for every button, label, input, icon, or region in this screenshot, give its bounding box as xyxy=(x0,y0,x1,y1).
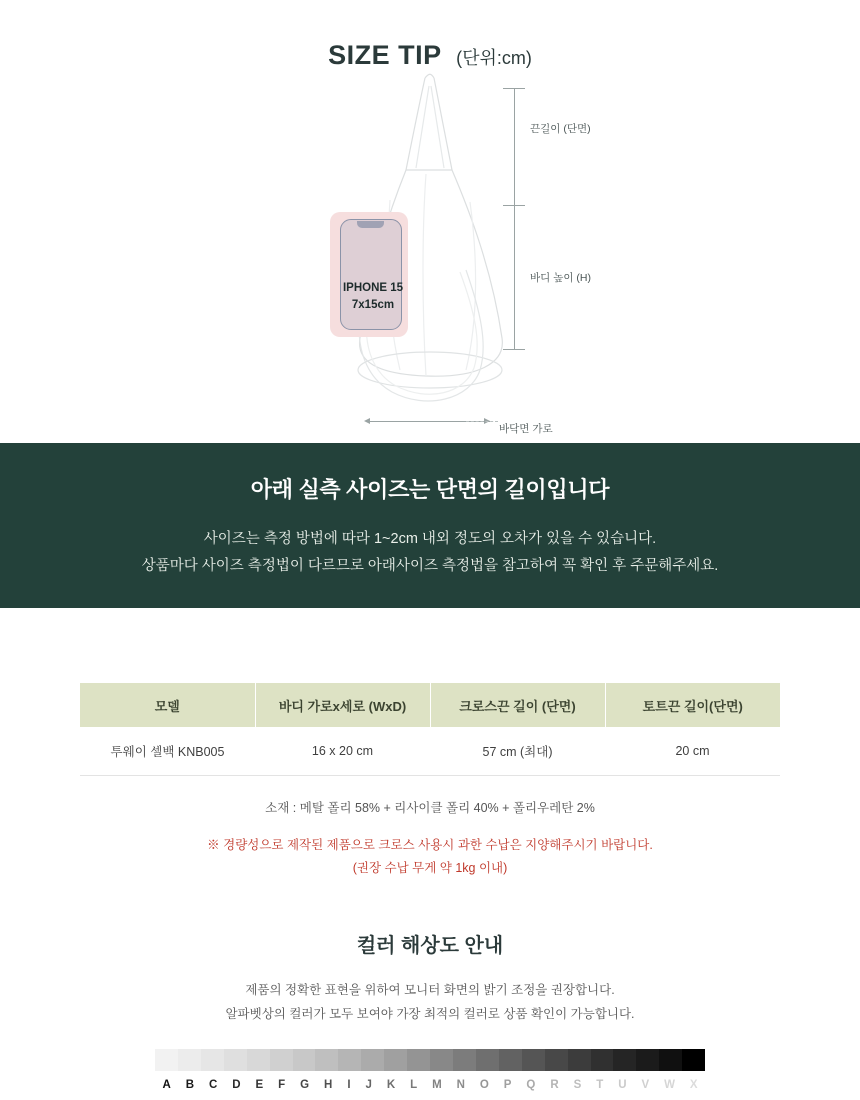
spec-header-cross-strap: 크로스끈 길이 (단면) xyxy=(430,683,605,727)
color-swatch-V xyxy=(636,1049,659,1071)
spec-section xyxy=(0,608,860,881)
color-letter-D: D xyxy=(232,1078,241,1091)
spec-cell-model: 투웨이 셀백 KNB005 xyxy=(80,727,255,775)
material-text: 소재 : 메탈 폴리 58% + 리사이클 폴리 40% + 폴리우레탄 2% xyxy=(265,800,595,815)
color-letter-X: X xyxy=(689,1078,698,1091)
color-letter-I: I xyxy=(347,1078,351,1091)
spec-table-head xyxy=(80,683,780,727)
color-letter-A: A xyxy=(162,1078,171,1091)
notice-title: 아래 실측 사이즈는 단면의 길이입니다 xyxy=(250,477,610,502)
color-swatch-N xyxy=(453,1049,476,1071)
color-swatch-O xyxy=(476,1049,499,1071)
color-swatch-R xyxy=(545,1049,568,1071)
color-swatch-J xyxy=(361,1049,384,1071)
color-letter-E: E xyxy=(255,1078,264,1091)
color-letter-T: T xyxy=(596,1078,604,1091)
color-letter-R: R xyxy=(550,1078,559,1091)
size-tip-unit: (단위:cm) xyxy=(456,48,532,68)
spec-header-model: 모델 xyxy=(80,683,255,727)
body-height-guide-line xyxy=(514,205,515,350)
phone-size-text: 7x15cm xyxy=(351,298,395,311)
spec-header-body: 바디 가로x세로 (WxD) xyxy=(255,683,430,727)
color-letter-P: P xyxy=(503,1078,512,1091)
bottom-width-arrow-left-icon xyxy=(364,418,370,424)
color-letter-K: K xyxy=(386,1078,396,1091)
color-letter-U: U xyxy=(618,1078,627,1091)
color-letter-G: G xyxy=(300,1078,310,1091)
phone-notch-icon xyxy=(357,221,384,228)
spec-header-row xyxy=(80,683,780,727)
color-guide-line-2: 알파벳상의 컬러가 모두 보여야 가장 최적의 컬러로 상품 확인이 가능합니다. xyxy=(225,1007,635,1022)
color-swatch-D xyxy=(224,1049,247,1071)
color-swatch-M xyxy=(430,1049,453,1071)
color-swatch-L xyxy=(407,1049,430,1071)
bottom-width-label: 바닥면 가로 xyxy=(499,423,553,435)
color-swatch-G xyxy=(293,1049,316,1071)
color-letter-B: B xyxy=(185,1078,195,1091)
phone-silhouette xyxy=(340,219,402,330)
color-swatch-A xyxy=(155,1049,178,1071)
spec-table xyxy=(80,683,780,776)
color-gradient-block xyxy=(155,1049,705,1091)
color-letter-O: O xyxy=(479,1078,489,1091)
size-tip-heading xyxy=(0,40,860,71)
color-swatch-F xyxy=(270,1049,293,1071)
color-swatch-Q xyxy=(522,1049,545,1071)
usage-warning xyxy=(80,834,780,882)
color-swatch-S xyxy=(568,1049,591,1071)
color-swatch-P xyxy=(499,1049,522,1071)
phone-reference-label xyxy=(288,280,458,313)
color-letter-N: N xyxy=(456,1078,465,1091)
size-tip-title: SIZE TIP xyxy=(328,40,442,70)
strap-length-label: 끈길이 (단면) xyxy=(530,123,591,135)
spec-header-tote-strap: 토트끈 길이(단면) xyxy=(605,683,780,727)
body-tick-bottom xyxy=(503,349,525,350)
color-swatch-B xyxy=(178,1049,201,1071)
bottom-width-dash-leader xyxy=(466,421,498,422)
color-swatch-U xyxy=(613,1049,636,1071)
color-gradient-letters xyxy=(155,1079,705,1091)
color-letter-W: W xyxy=(664,1078,675,1091)
phone-model-text: IPHONE 15 xyxy=(342,282,404,294)
color-letter-S: S xyxy=(573,1078,582,1091)
color-gradient-bar xyxy=(155,1049,705,1071)
color-letter-C: C xyxy=(209,1078,218,1091)
notice-line-1: 사이즈는 측정 방법에 따라 1~2cm 내외 정도의 오차가 있을 수 있습니다. xyxy=(203,531,657,547)
color-swatch-X xyxy=(682,1049,705,1071)
color-letter-F: F xyxy=(278,1078,286,1091)
size-tip-section xyxy=(0,0,860,443)
color-swatch-E xyxy=(247,1049,270,1071)
color-letter-L: L xyxy=(410,1078,418,1091)
measurement-notice-band xyxy=(0,443,860,608)
color-swatch-K xyxy=(384,1049,407,1071)
color-letter-V: V xyxy=(641,1078,650,1091)
color-guide-title: 컬러 해상도 안내 xyxy=(356,935,504,957)
color-swatch-C xyxy=(201,1049,224,1071)
usage-warning-line-2: (권장 수납 무게 약 1kg 이내) xyxy=(352,861,508,876)
color-swatch-I xyxy=(338,1049,361,1071)
color-swatch-W xyxy=(659,1049,682,1071)
color-letter-M: M xyxy=(432,1078,442,1091)
spec-cell-tote-strap: 20 cm xyxy=(605,727,780,775)
spec-table-body xyxy=(80,727,780,775)
color-guide-section xyxy=(0,929,860,1091)
color-letter-Q: Q xyxy=(526,1078,536,1091)
strap-guide-line xyxy=(514,88,515,206)
notice-line-2: 상품마다 사이즈 측정법이 다르므로 아래사이즈 측정법을 참고하여 꼭 확인 후 주문해주세요. xyxy=(141,557,719,574)
usage-warning-line-1: ※ 경량성으로 제작된 제품으로 크로스 사용시 과한 수납은 지양해주시기 바랍니다. xyxy=(207,837,653,852)
spec-cell-body: 16 x 20 cm xyxy=(255,727,430,775)
color-letter-J: J xyxy=(365,1078,372,1091)
color-guide-line-1: 제품의 정확한 표현을 위하여 모니터 화면의 밝기 조정을 권장합니다. xyxy=(245,983,615,997)
table-row xyxy=(80,727,780,775)
color-swatch-H xyxy=(315,1049,338,1071)
body-height-label: 바디 높이 (H) xyxy=(530,272,591,284)
color-swatch-T xyxy=(591,1049,614,1071)
color-letter-H: H xyxy=(324,1078,333,1091)
spec-cell-cross-strap: 57 cm (최대) xyxy=(430,727,605,775)
